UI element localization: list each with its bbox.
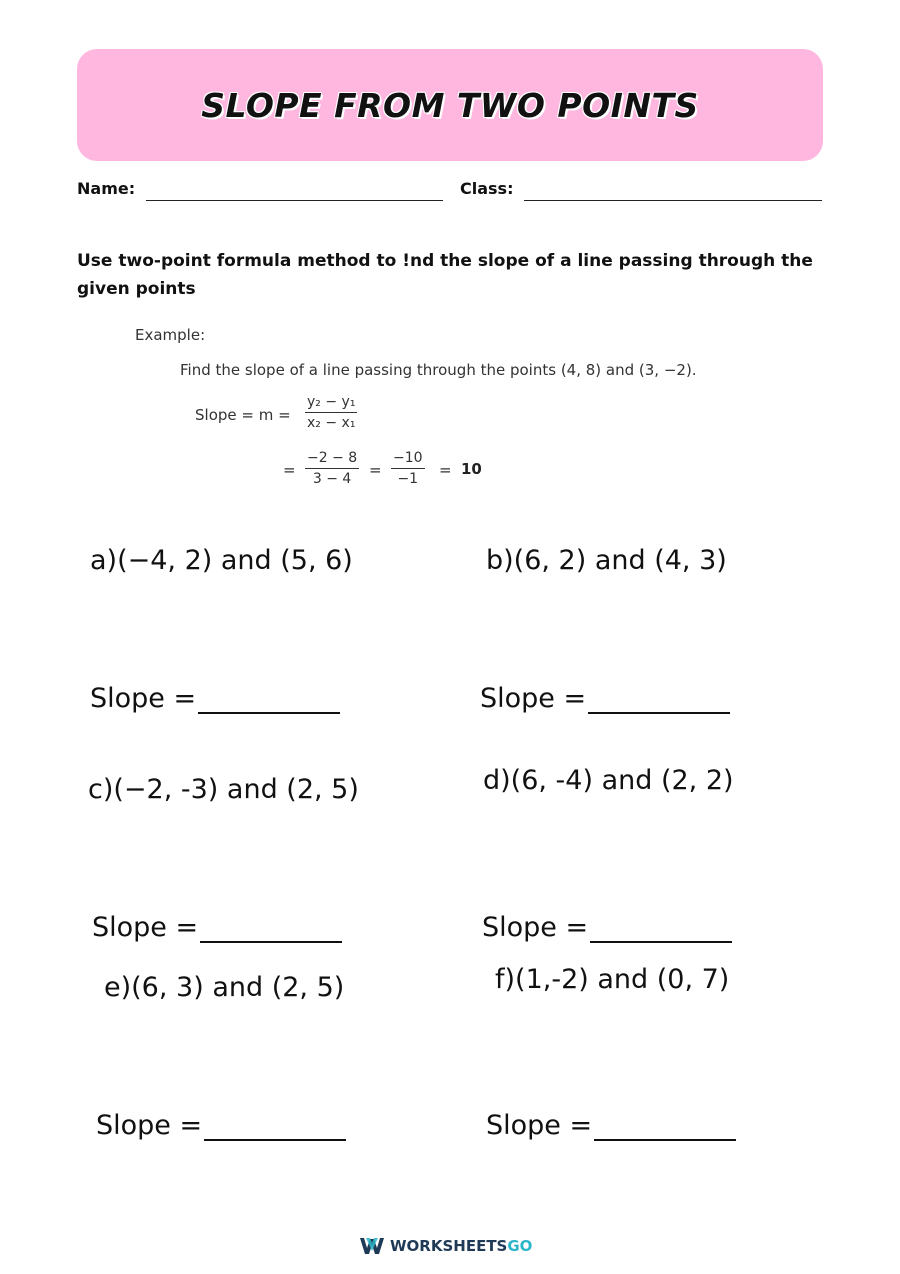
slope-answer-c: [92, 912, 342, 943]
class-label: Class:: [460, 179, 514, 198]
instructions: Use two-point formula method to !nd the slope of a line passing through the given points: [77, 251, 813, 299]
slope-blank-a[interactable]: [198, 685, 340, 714]
problem-e: e)(6, 3) and (2, 5): [104, 972, 345, 1003]
problem-a: a)(−4, 2) and (5, 6): [90, 545, 353, 576]
class-field[interactable]: [524, 200, 822, 201]
slope-answer-f: [486, 1110, 736, 1141]
formula-denominator: x₂ − x₁: [307, 415, 356, 431]
slope-answer-b: [480, 683, 730, 714]
name-label: Name:: [77, 179, 136, 198]
step-numerator: −2 − 8: [305, 450, 359, 469]
slope-label: Slope =: [96, 1110, 203, 1141]
simplified-numerator: −10: [391, 450, 425, 469]
equals-sign-2: =: [369, 461, 382, 479]
slope-answer-e: [96, 1110, 346, 1141]
title-banner: [77, 49, 823, 161]
problem-d: d)(6, -4) and (2, 2): [483, 765, 734, 796]
slope-answer-a: [90, 683, 340, 714]
example-answer: 10: [461, 460, 482, 478]
simplified-fraction: [391, 450, 425, 487]
brand-text-part1: WORKSHEETS: [390, 1237, 508, 1255]
simplified-denominator: −1: [397, 471, 419, 487]
example-label: Example:: [135, 326, 206, 344]
name-field[interactable]: [146, 200, 443, 201]
example-problem: Find the slope of a line passing through the points (4, 8) and (3, −2).: [180, 361, 697, 379]
slope-blank-f[interactable]: [594, 1112, 736, 1141]
footer-brand: [360, 1237, 532, 1255]
problem-f: f)(1,-2) and (0, 7): [495, 964, 730, 995]
slope-label: Slope =: [482, 912, 589, 943]
slope-answer-d: [482, 912, 732, 943]
problem-c: c)(−2, -3) and (2, 5): [88, 774, 359, 805]
slope-blank-d[interactable]: [590, 914, 732, 943]
slope-label: Slope =: [92, 912, 199, 943]
slope-blank-b[interactable]: [588, 685, 730, 714]
brand-text-part2: GO: [507, 1237, 533, 1255]
slope-label: Slope =: [480, 683, 587, 714]
step-fraction: [305, 450, 359, 487]
slope-label: Slope =: [90, 683, 197, 714]
slope-blank-c[interactable]: [200, 914, 342, 943]
example-box: [135, 326, 755, 501]
equals-sign-1: =: [283, 461, 296, 479]
formula-fraction: [305, 394, 357, 431]
formula-numerator: y₂ − y₁: [305, 394, 357, 413]
slope-blank-e[interactable]: [204, 1112, 346, 1141]
problem-b: b)(6, 2) and (4, 3): [486, 545, 727, 576]
equals-sign-3: =: [439, 461, 452, 479]
step-denominator: 3 − 4: [312, 471, 352, 487]
w-logo-icon: [360, 1238, 384, 1254]
slope-label: Slope =: [486, 1110, 593, 1141]
page-title: SLOPE FROM TWO POINTS: [201, 85, 699, 125]
example-slope-label: Slope = m =: [195, 406, 291, 424]
